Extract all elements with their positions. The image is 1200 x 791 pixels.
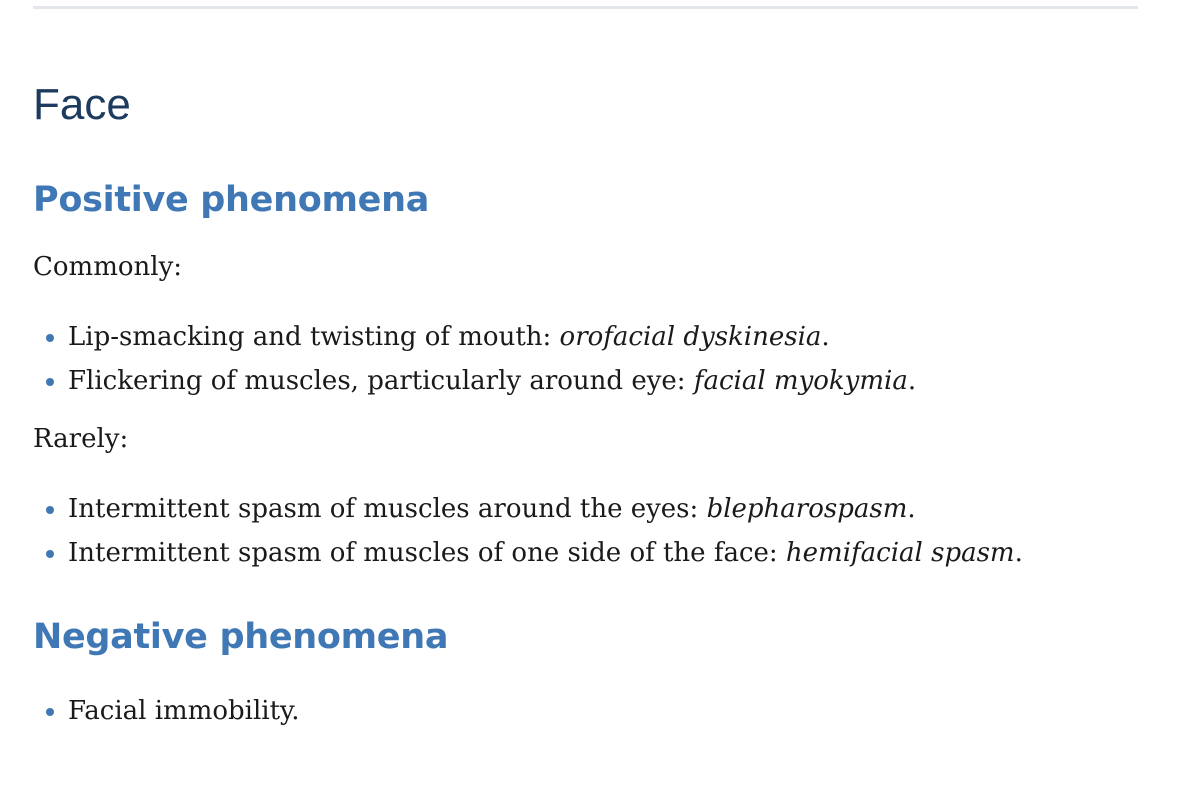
list-item (33, 315, 1133, 359)
article-content (33, 78, 1133, 733)
rarely-list (33, 487, 1133, 575)
list-item (33, 487, 1133, 531)
list-item (33, 359, 1133, 403)
item-end: . (907, 494, 916, 524)
item-term: facial myokymia (693, 366, 908, 396)
bullet-icon (46, 506, 54, 514)
negative-list (33, 689, 1133, 733)
item-text: Lip-smacking and twisting of mouth: (68, 322, 560, 352)
bullet-icon (46, 550, 54, 558)
item-text: Intermittent spasm of muscles of one side of the face: (68, 538, 786, 568)
rarely-label: Rarely: (33, 424, 129, 454)
commonly-list (33, 315, 1133, 403)
bullet-icon (46, 334, 54, 342)
item-end: . (907, 366, 917, 396)
item-text: Flickering of muscles, particularly around eye: (68, 366, 694, 396)
bullet-icon (46, 378, 54, 386)
item-text: Facial immobility. (68, 696, 300, 726)
item-term: hemifacial spasm (785, 538, 1015, 568)
positive-phenomena-heading: Positive phenomena (33, 180, 430, 220)
top-divider (33, 6, 1138, 9)
negative-phenomena-heading: Negative phenomena (33, 617, 449, 657)
bullet-icon (46, 708, 54, 716)
item-term: orofacial dyskinesia (559, 322, 822, 352)
list-item (33, 689, 1133, 733)
item-text: Intermittent spasm of muscles around the eyes: (68, 494, 707, 524)
page-title: Face (33, 80, 131, 129)
item-end: . (1014, 538, 1023, 568)
commonly-label: Commonly: (33, 252, 183, 282)
list-item (33, 531, 1133, 575)
item-term: blepharospasm (706, 494, 908, 524)
item-end: . (821, 322, 830, 352)
